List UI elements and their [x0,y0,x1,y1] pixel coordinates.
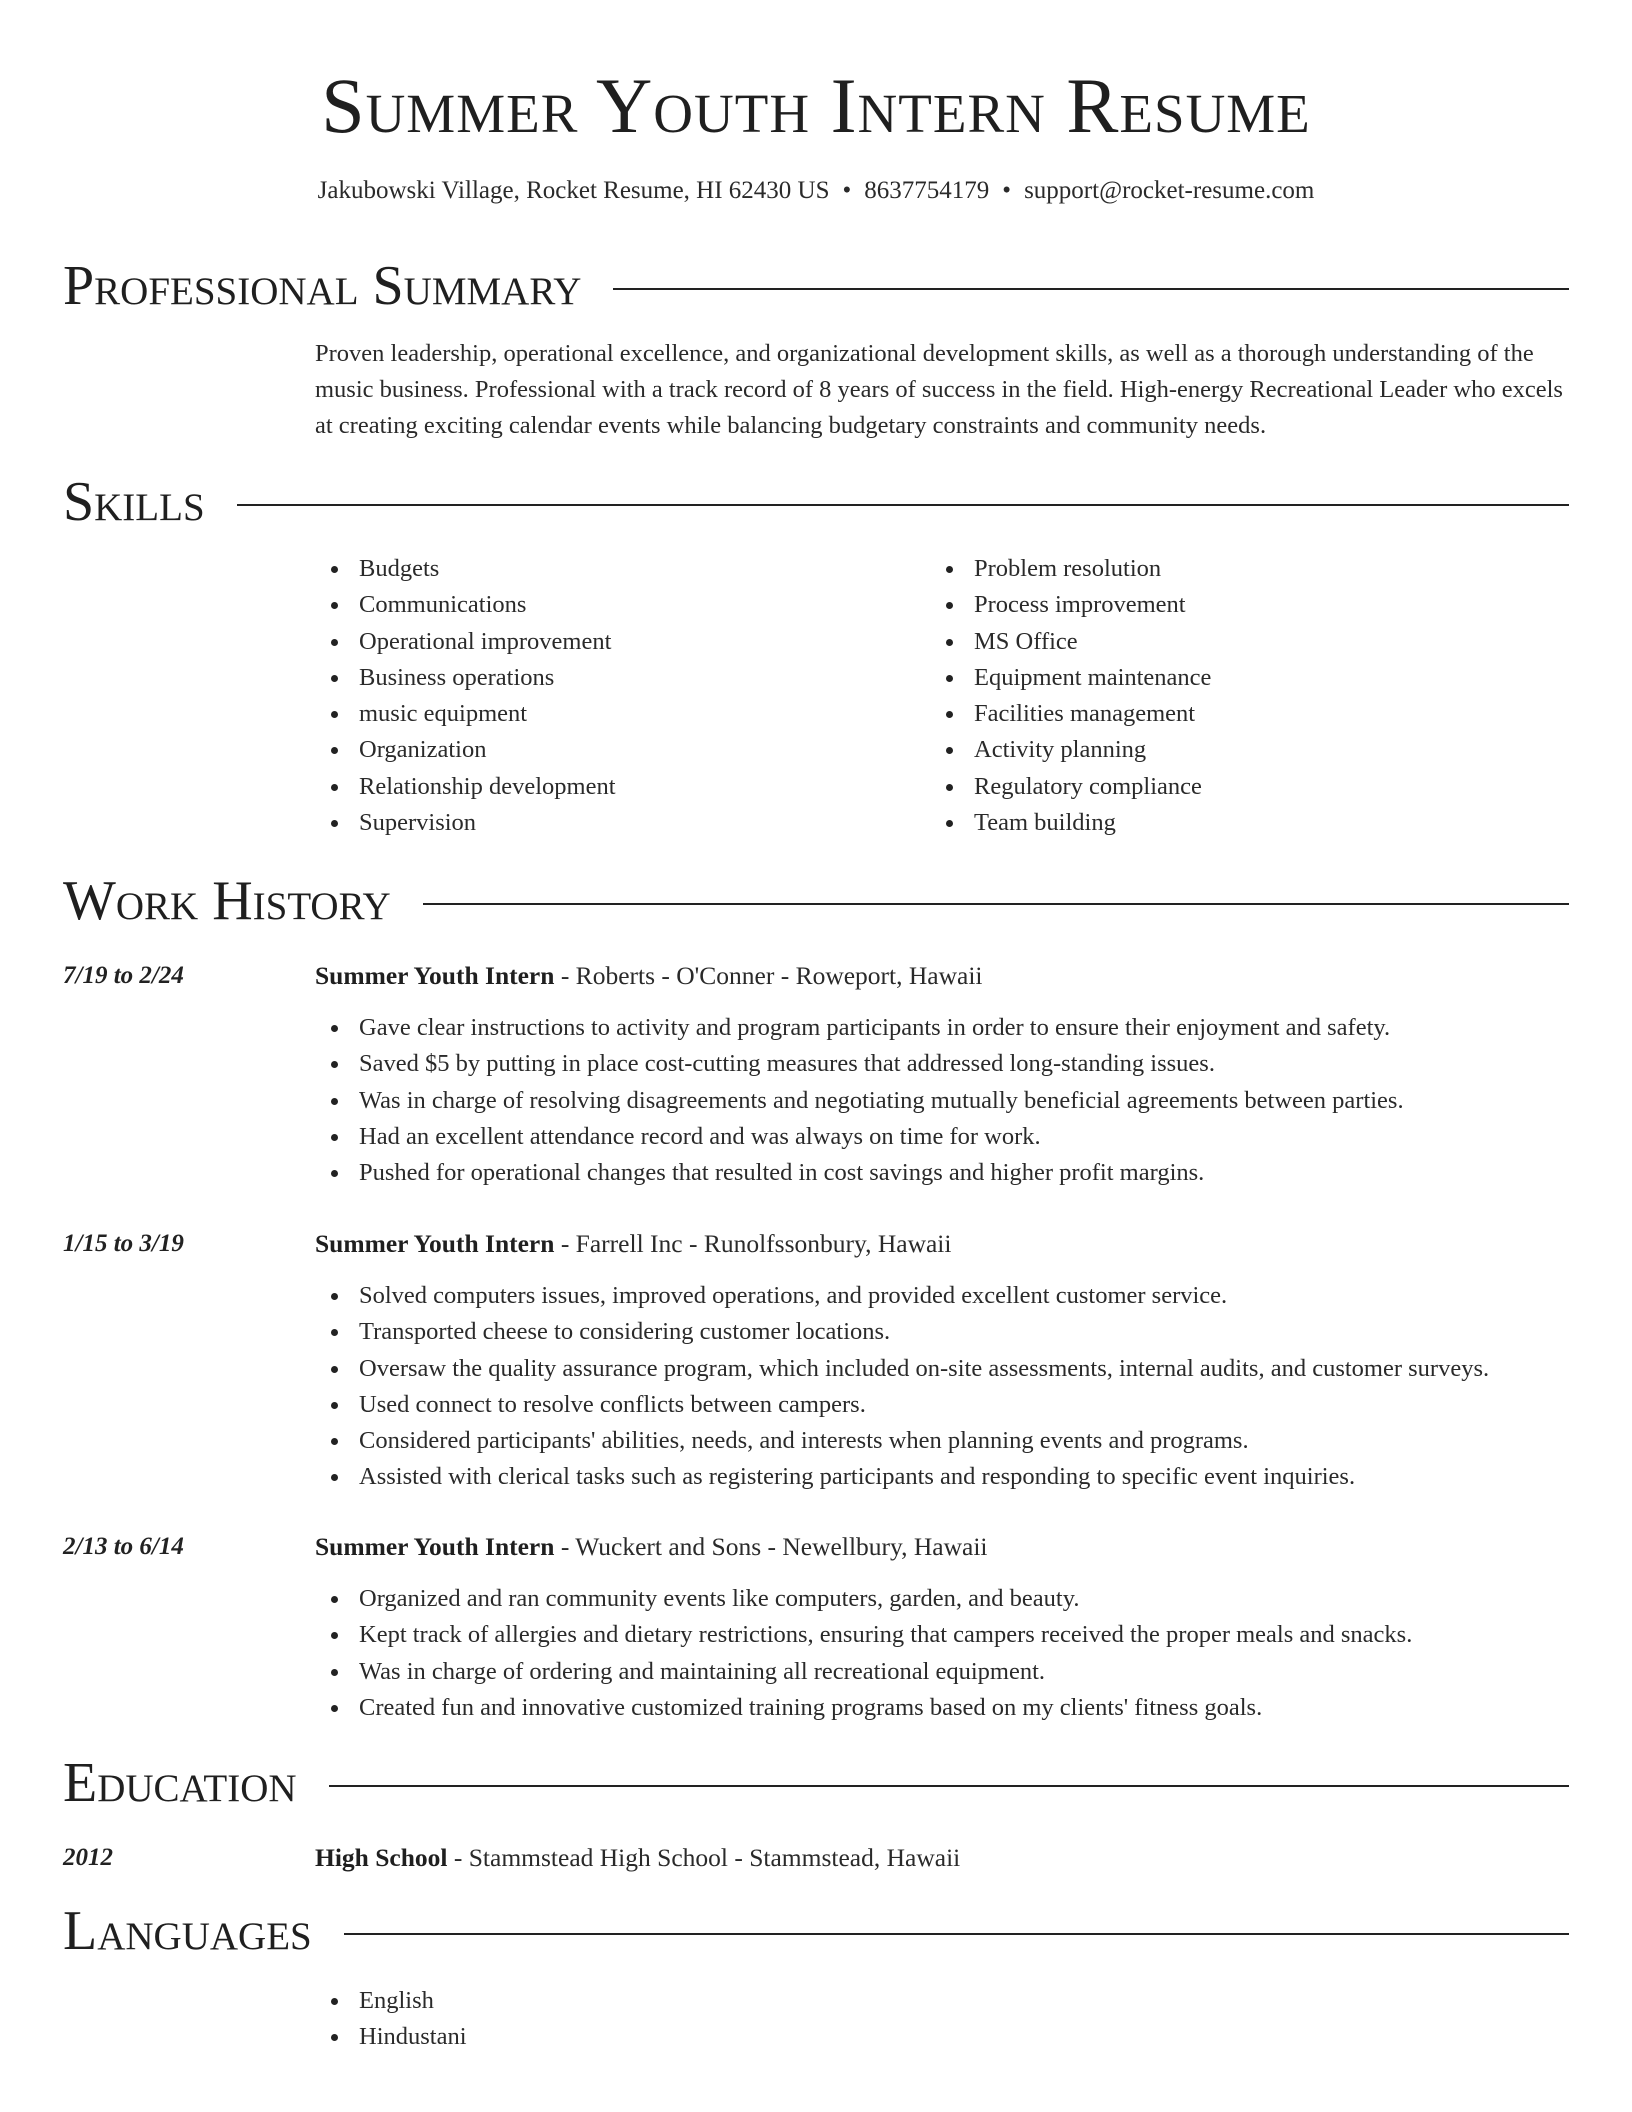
skill-item: Communications [315,587,616,623]
job-bullets [315,1278,1489,1496]
job-heading [315,958,983,994]
education-section-header [63,1751,1569,1815]
skill-item: Equipment maintenance [930,660,1211,696]
job-company: - Roberts - O'Conner - Roweport, Hawaii [554,961,983,990]
contact-line [0,173,1632,209]
job-bullet: Solved computers issues, improved operations, and provided excellent customer service. [315,1278,1489,1314]
job-bullet: Saved $5 by putting in place cost-cutting measures that addressed long-standing issues. [315,1046,1404,1082]
language-item: English [315,1983,467,2019]
job-bullet: Assisted with clerical tasks such as registering participants and responding to specific event inquiries. [315,1459,1489,1495]
job-bullet: Pushed for operational changes that resulted in cost savings and higher profit margins. [315,1155,1404,1191]
job-title: Summer Youth Intern [315,961,555,990]
job-heading [315,1529,988,1565]
education-heading [315,1840,960,1876]
skill-item: Team building [930,805,1211,841]
email: support@rocket-resume.com [1024,177,1315,204]
job-bullet: Created fun and innovative customized training programs based on my clients' fitness goals. [315,1690,1412,1726]
job-dates: 1/15 to 3/19 [63,1230,184,1257]
job-heading [315,1226,951,1262]
contact-separator: • [842,177,852,204]
job-bullet: Gave clear instructions to activity and program participants in order to ensure their enjoyment and safety. [315,1010,1404,1046]
education-school: - Stammstead High School - Stammstead, Hawaii [447,1843,961,1872]
resume-title: Summer Youth Intern Resume [321,62,1311,149]
job-bullet: Transported cheese to considering customer locations. [315,1314,1489,1350]
section-title-education: Education [63,1752,297,1814]
skill-item: Activity planning [930,732,1211,768]
address: Jakubowski Village, Rocket Resume, HI 62430 US [317,177,830,204]
skill-item: Supervision [315,805,616,841]
section-title-skills: Skills [63,471,205,533]
section-divider [237,504,1569,506]
skills-list-left [315,551,616,841]
contact-separator: • [1002,177,1012,204]
skill-item: MS Office [930,624,1211,660]
summary-text: Proven leadership, operational excellence, and organizational development skills, as well as a thorough understanding of the music business. Professional with a track record of 8 years of success in the field. High-energy Recreational Leader who excels at creating exciting calendar events while balancing budgetary constraints and community needs. [315,340,1563,439]
section-divider [613,288,1569,290]
summary-section-header [63,254,1569,318]
languages-section-header [63,1899,1569,1963]
job-bullet: Used connect to resolve conflicts between campers. [315,1387,1489,1423]
job-bullets [315,1581,1412,1726]
job-dates: 2/13 to 6/14 [63,1533,184,1560]
education-degree: High School [315,1843,448,1872]
job-bullet: Organized and ran community events like computers, garden, and beauty. [315,1581,1412,1617]
job-bullet: Oversaw the quality assurance program, which included on-site assessments, internal audits, and customer surveys. [315,1351,1489,1387]
section-title-languages: Languages [63,1900,312,1962]
skills-section-header [63,470,1569,534]
work-section-header [63,869,1569,933]
education-year: 2012 [63,1844,113,1871]
skill-item: Organization [315,732,616,768]
job-bullet: Kept track of allergies and dietary restrictions, ensuring that campers received the proper meals and snacks. [315,1617,1412,1653]
phone: 8637754179 [864,177,990,204]
skill-item: Operational improvement [315,624,616,660]
job-bullet: Was in charge of ordering and maintaining all recreational equipment. [315,1654,1412,1690]
job-title: Summer Youth Intern [315,1532,555,1561]
skill-item: Problem resolution [930,551,1211,587]
language-item: Hindustani [315,2019,467,2055]
skill-item: Regulatory compliance [930,769,1211,805]
skill-item: Process improvement [930,587,1211,623]
job-company: - Wuckert and Sons - Newellbury, Hawaii [554,1532,988,1561]
skill-item: Relationship development [315,769,616,805]
skill-item: Business operations [315,660,616,696]
section-title-summary: Professional Summary [63,255,582,317]
section-divider [423,903,1569,905]
section-divider [329,1785,1569,1787]
job-company: - Farrell Inc - Runolfssonbury, Hawaii [554,1229,952,1258]
job-title: Summer Youth Intern [315,1229,555,1258]
job-bullet: Was in charge of resolving disagreements and negotiating mutually beneficial agreements between parties. [315,1083,1404,1119]
job-dates: 7/19 to 2/24 [63,962,184,989]
section-title-work: Work History [63,870,391,932]
skill-item: Facilities management [930,696,1211,732]
job-bullets [315,1010,1404,1191]
job-bullet: Had an excellent attendance record and was always on time for work. [315,1119,1404,1155]
section-divider [344,1933,1569,1935]
skill-item: Budgets [315,551,616,587]
languages-list [315,1983,467,2056]
job-bullet: Considered participants' abilities, needs, and interests when planning events and programs. [315,1423,1489,1459]
skills-list-right [930,551,1211,841]
skill-item: music equipment [315,696,616,732]
